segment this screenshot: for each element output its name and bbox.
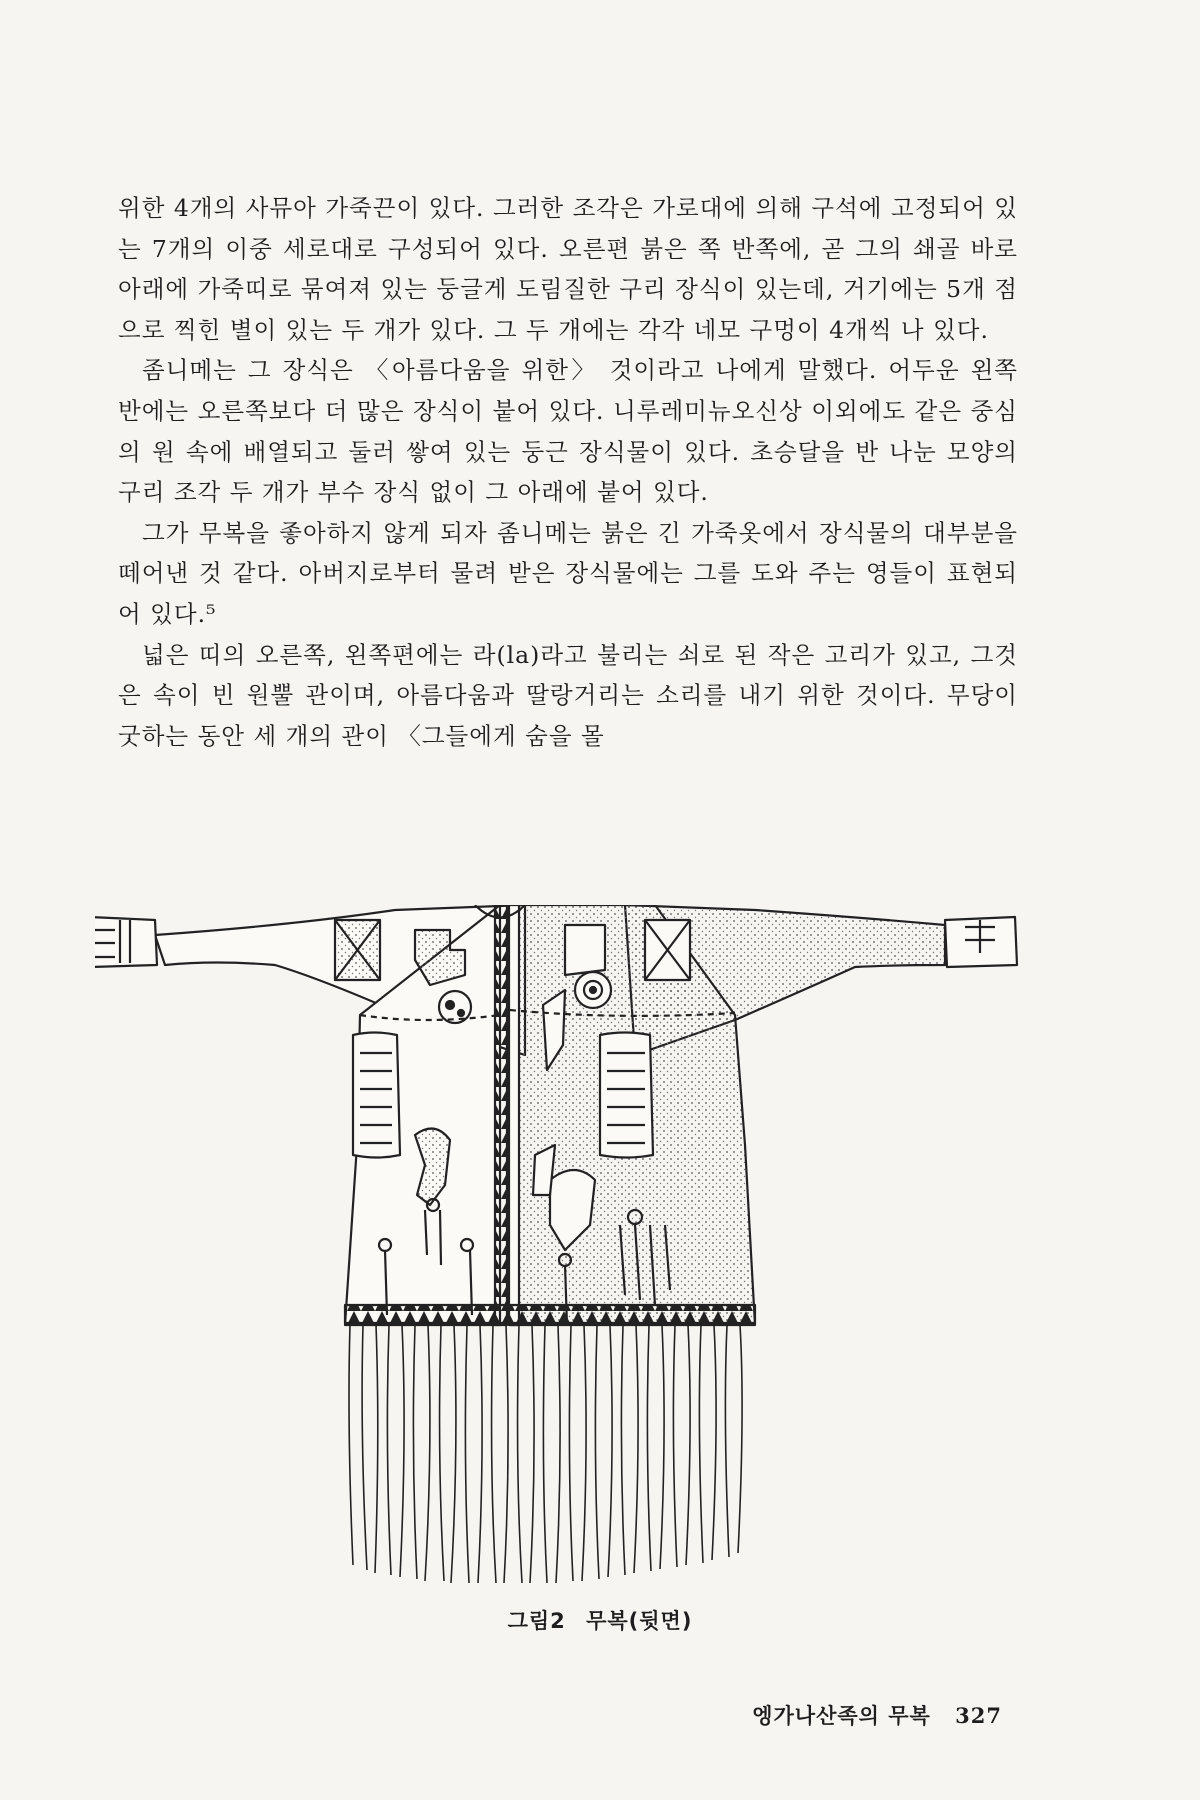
page-number: 327 bbox=[955, 1703, 1002, 1728]
robe-drawing bbox=[95, 905, 1065, 1585]
paragraph-1: 위한 4개의 사뮤아 가죽끈이 있다. 그러한 조각은 가로대에 의해 구석에 고정되어 있는 7개의 이중 세로대로 구성되어 있다. 오른편 붉은 쪽 반쪽에, 곧 그의 쇄골 바로 아래에 가죽띠로 묶여져 있는 둥글게 도림질한 구리 장식이 있는데, 거기에는 5개 점으로 찍힌 별이 있는 두 개가 있다. 그 두 개에는 각각 네모 구멍이 4개씩 나 있다. bbox=[118, 194, 1018, 344]
paragraph-3: 그가 무복을 좋아하지 않게 되자 좀니메는 붉은 긴 가죽옷에서 장식물의 대부분을 떼어낸 것 같다. 아버지로부터 물려 받은 장식물에는 그를 도와 주는 영들이 표현되어 있다.⁵ bbox=[118, 518, 1018, 628]
figure-caption bbox=[0, 1605, 1200, 1635]
running-title: 엥가나산족의 무복 bbox=[752, 1703, 931, 1728]
robe-outline bbox=[95, 905, 1017, 1325]
paragraph-2: 좀니메는 그 장식은 〈아름다움을 위한〉 것이라고 나에게 말했다. 어두운 왼쪽 반에는 오른쪽보다 더 많은 장식이 붙어 있다. 니루레미뉴오신상 이외에도 같은 중심의 원 속에 배열되고 둘러 쌓여 있는 둥근 장식물이 있다. 초승달을 반 나눈 모양의 구리 조각 두 개가 부수 장식 없이 그 아래에 붙어 있다. bbox=[118, 356, 1018, 507]
robe-fringe bbox=[349, 1325, 742, 1583]
paragraph-4: 넓은 띠의 오른쪽, 왼쪽편에는 라(la)라고 불리는 쇠로 된 작은 고리가 있고, 그것은 속이 빈 원뿔 관이며, 아름다움과 딸랑거리는 소리를 내기 위한 것이다. 무당이 굿하는 동안 세 개의 관이 〈그들에게 숨을 몰 bbox=[118, 640, 1018, 750]
figure-caption-label: 그림2 bbox=[507, 1609, 566, 1633]
page-footer bbox=[752, 1700, 1002, 1730]
shaman-robe-illustration bbox=[95, 905, 1065, 1585]
body-text bbox=[118, 188, 1018, 756]
figure-caption-text: 무복(뒷면) bbox=[586, 1609, 693, 1633]
